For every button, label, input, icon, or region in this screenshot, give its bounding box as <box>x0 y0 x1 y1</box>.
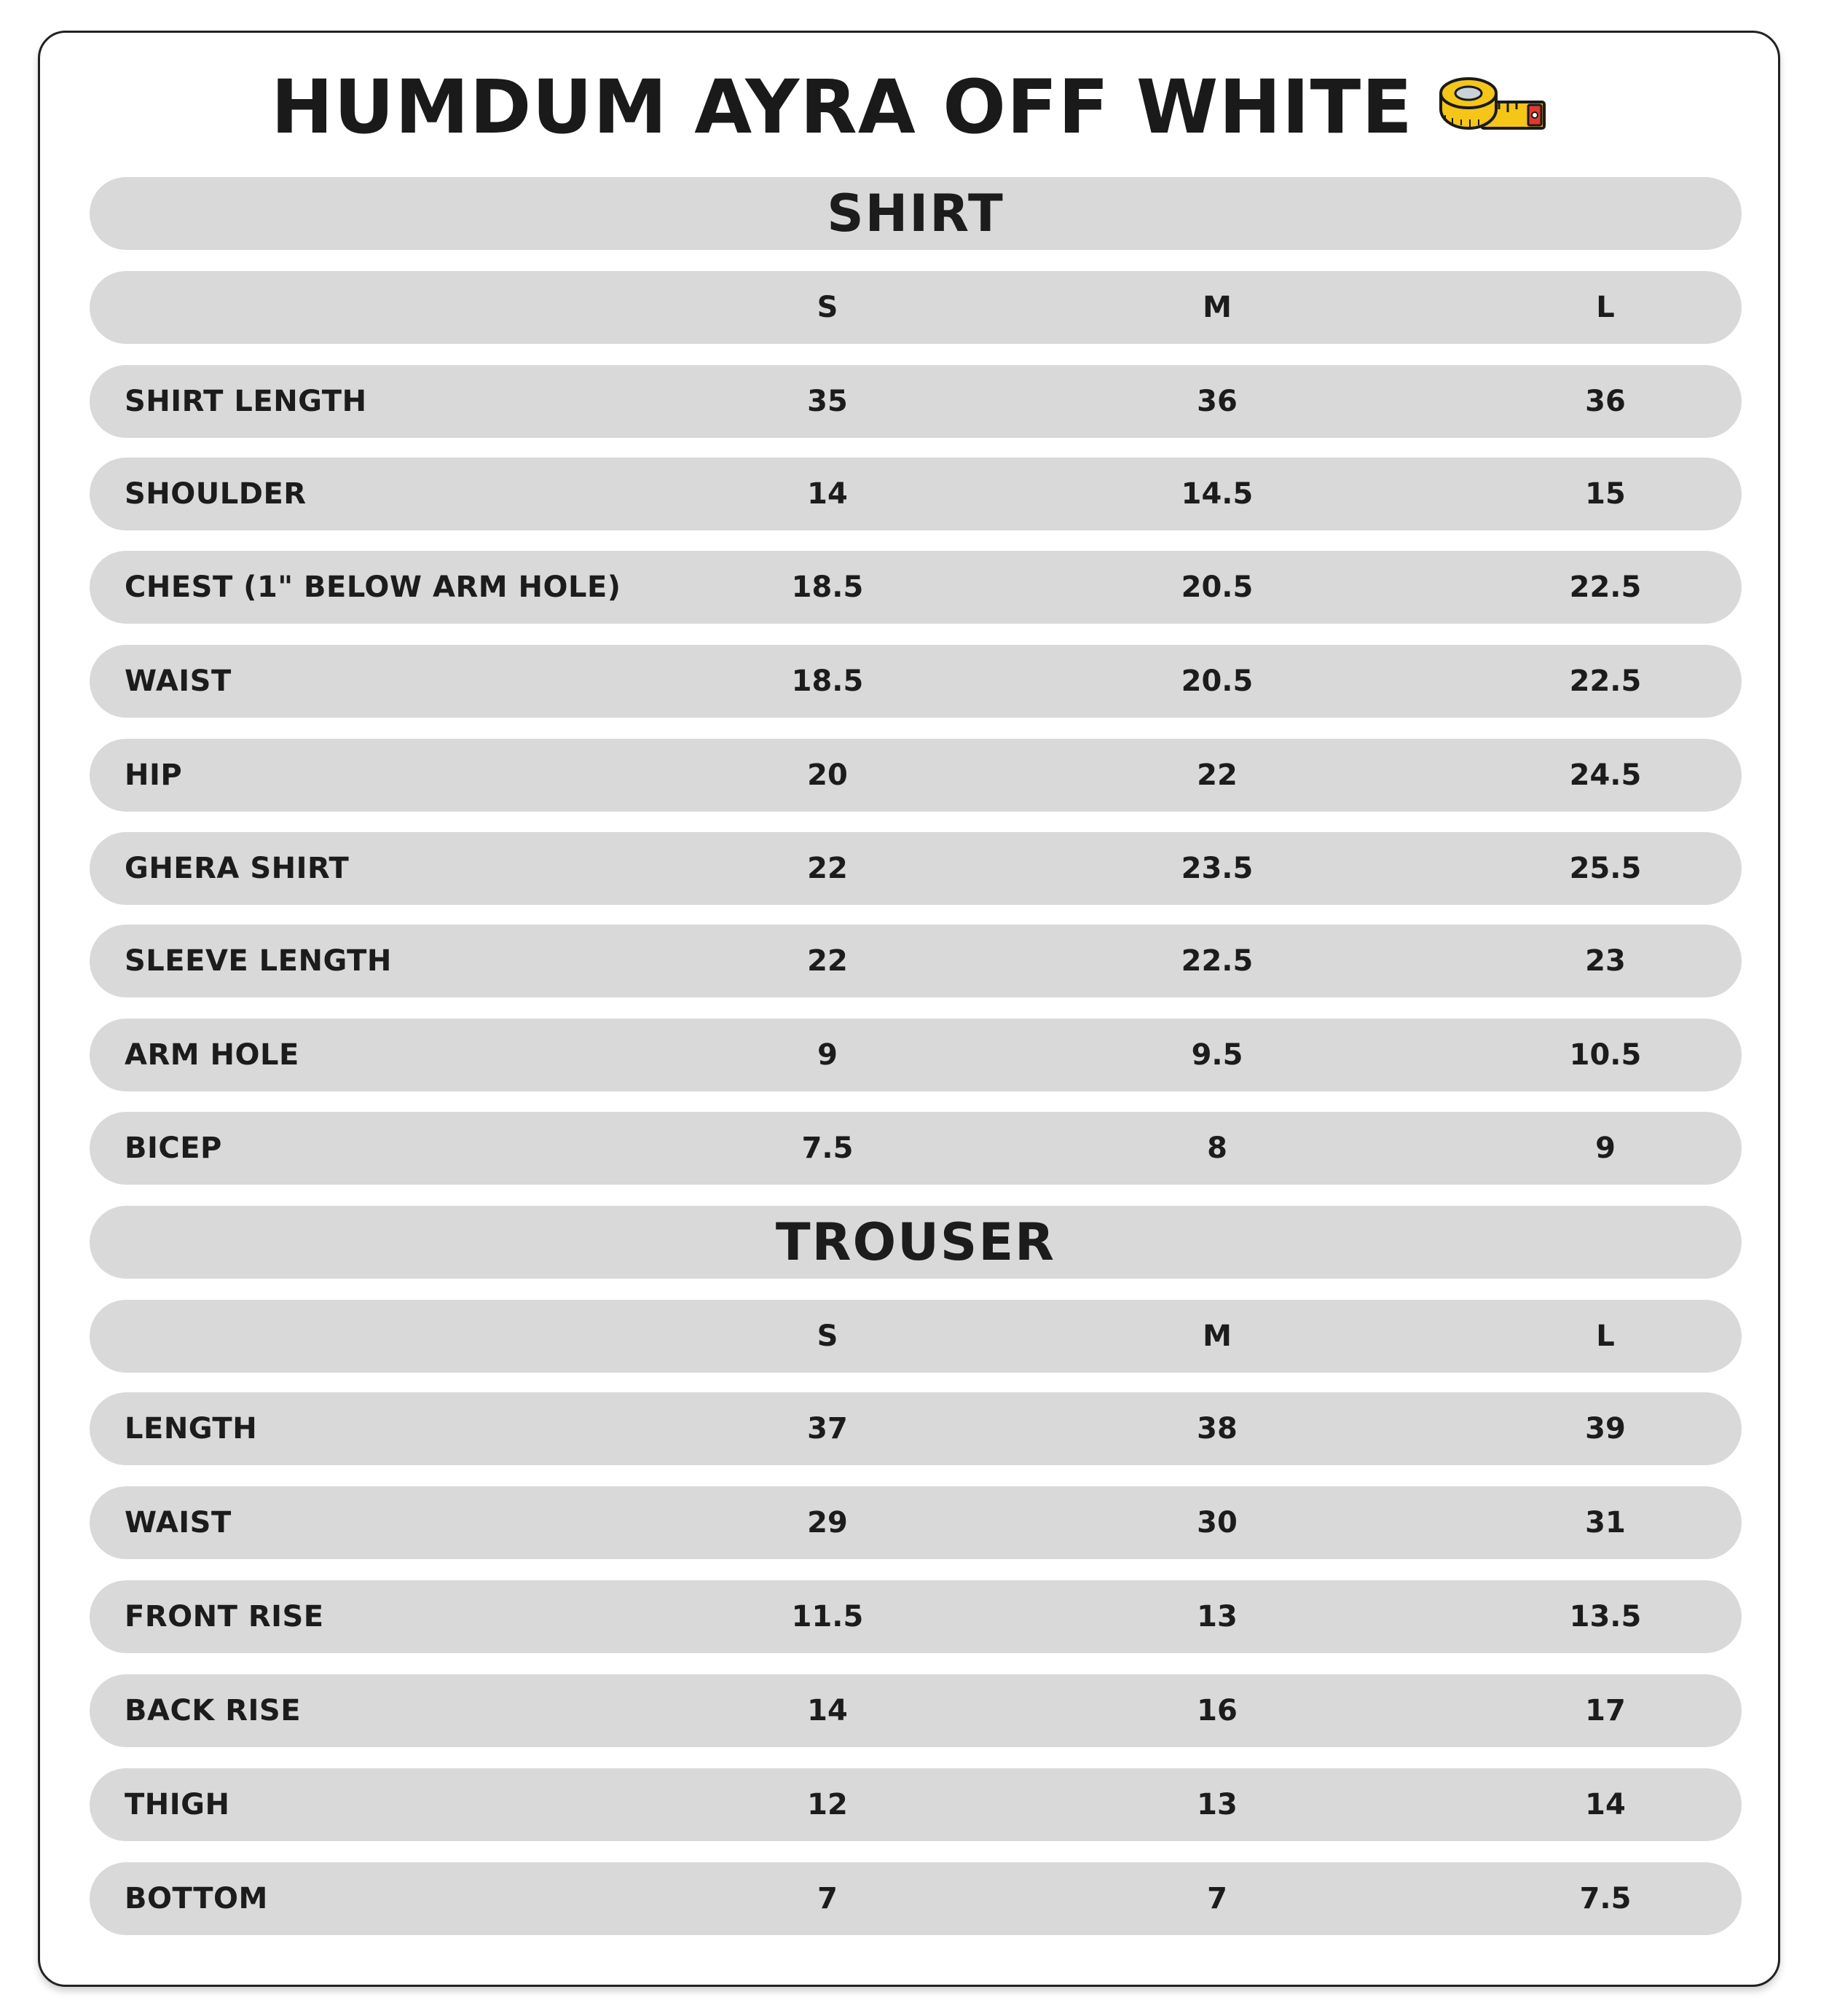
measurement-value: 20.5 <box>1181 664 1254 698</box>
measurement-value: 37 <box>807 1412 848 1446</box>
measurement-label: GHERA SHIRT <box>125 852 350 885</box>
measurement-value: 7.5 <box>1579 1882 1632 1915</box>
measurement-value: 38 <box>1197 1412 1238 1446</box>
measurement-value: 23 <box>1585 944 1626 978</box>
table-row <box>90 365 1742 438</box>
measuring-tape-icon <box>1438 74 1547 136</box>
measurement-value: 23.5 <box>1181 852 1254 885</box>
measurement-value: 8 <box>1207 1131 1227 1165</box>
measurement-value: 35 <box>807 385 848 418</box>
measurement-value: 14 <box>1585 1788 1626 1821</box>
measurement-value: 12 <box>807 1788 848 1821</box>
size-label: L <box>1596 291 1615 324</box>
table-row <box>90 1862 1742 1935</box>
measurement-value: 22 <box>1197 758 1238 792</box>
measurement-label: SHOULDER <box>125 477 307 511</box>
section-header-shirt <box>90 177 1742 250</box>
measurement-value: 20 <box>807 758 848 792</box>
measurement-value: 15 <box>1585 477 1626 511</box>
table-row <box>90 1486 1742 1559</box>
measurement-label: BOTTOM <box>125 1882 268 1915</box>
measurement-value: 7 <box>817 1882 838 1915</box>
measurement-value: 22 <box>807 944 848 978</box>
measurement-label: BACK RISE <box>125 1694 302 1727</box>
section-title: SHIRT <box>827 184 1004 243</box>
measurement-value: 9 <box>817 1038 838 1072</box>
measurement-value: 36 <box>1197 385 1238 418</box>
measurement-value: 13.5 <box>1569 1600 1642 1633</box>
measurement-label: ARM HOLE <box>125 1038 299 1072</box>
table-row <box>90 1392 1742 1465</box>
measurement-value: 13 <box>1197 1600 1238 1633</box>
size-label: S <box>817 291 838 324</box>
table-row <box>90 645 1742 718</box>
measurement-value: 25.5 <box>1569 852 1642 885</box>
measurement-value: 18.5 <box>791 664 864 698</box>
size-header-row <box>90 271 1742 344</box>
size-chart-card <box>38 31 1780 1987</box>
size-label: M <box>1203 291 1232 324</box>
table-row <box>90 832 1742 905</box>
table-row <box>90 458 1742 530</box>
size-label: M <box>1203 1319 1232 1353</box>
measurement-value: 9 <box>1595 1131 1616 1165</box>
section-header-trouser <box>90 1206 1742 1279</box>
measurement-value: 24.5 <box>1569 758 1642 792</box>
measurement-label: FRONT RISE <box>125 1600 324 1633</box>
measurement-value: 11.5 <box>791 1600 864 1633</box>
measurement-label: LENGTH <box>125 1412 258 1446</box>
measurement-value: 36 <box>1585 385 1626 418</box>
table-row <box>90 739 1742 812</box>
measurement-value: 29 <box>807 1506 848 1540</box>
size-label: S <box>817 1319 838 1353</box>
measurement-value: 14.5 <box>1181 477 1254 511</box>
measurement-label: SHIRT LENGTH <box>125 385 367 418</box>
section-title: TROUSER <box>775 1212 1056 1272</box>
page-title: HUMDUM AYRA OFF WHITE <box>271 63 1413 151</box>
measurement-label: CHEST (1" BELOW ARM HOLE) <box>125 570 621 604</box>
measurement-value: 20.5 <box>1181 570 1254 604</box>
measurement-value: 7 <box>1207 1882 1227 1915</box>
size-header-row <box>90 1300 1742 1373</box>
table-row <box>90 925 1742 997</box>
measurement-value: 39 <box>1585 1412 1626 1446</box>
measurement-label: SLEEVE LENGTH <box>125 944 392 978</box>
table-row <box>90 1674 1742 1747</box>
measurement-value: 10.5 <box>1569 1038 1642 1072</box>
measurement-label: BICEP <box>125 1131 222 1165</box>
measurement-value: 22.5 <box>1569 664 1642 698</box>
measurement-label: HIP <box>125 758 183 792</box>
measurement-value: 7.5 <box>801 1131 854 1165</box>
measurement-label: WAIST <box>125 664 232 698</box>
measurement-value: 22.5 <box>1569 570 1642 604</box>
size-label: L <box>1596 1319 1615 1353</box>
measurement-value: 13 <box>1197 1788 1238 1821</box>
measurement-value: 17 <box>1585 1694 1626 1727</box>
table-row <box>90 1768 1742 1841</box>
table-row <box>90 1019 1742 1091</box>
measurement-value: 14 <box>807 477 848 511</box>
table-row <box>90 1112 1742 1185</box>
measurement-value: 30 <box>1197 1506 1238 1540</box>
measurement-value: 18.5 <box>791 570 864 604</box>
measurement-value: 31 <box>1585 1506 1626 1540</box>
table-row <box>90 1580 1742 1653</box>
measurement-value: 9.5 <box>1191 1038 1243 1072</box>
measurement-value: 14 <box>807 1694 848 1727</box>
table-row <box>90 551 1742 624</box>
title-bar <box>40 63 1778 151</box>
measurement-value: 22.5 <box>1181 944 1254 978</box>
measurement-label: THIGH <box>125 1788 230 1821</box>
measurement-value: 22 <box>807 852 848 885</box>
measurement-value: 16 <box>1197 1694 1238 1727</box>
measurement-label: WAIST <box>125 1506 232 1540</box>
